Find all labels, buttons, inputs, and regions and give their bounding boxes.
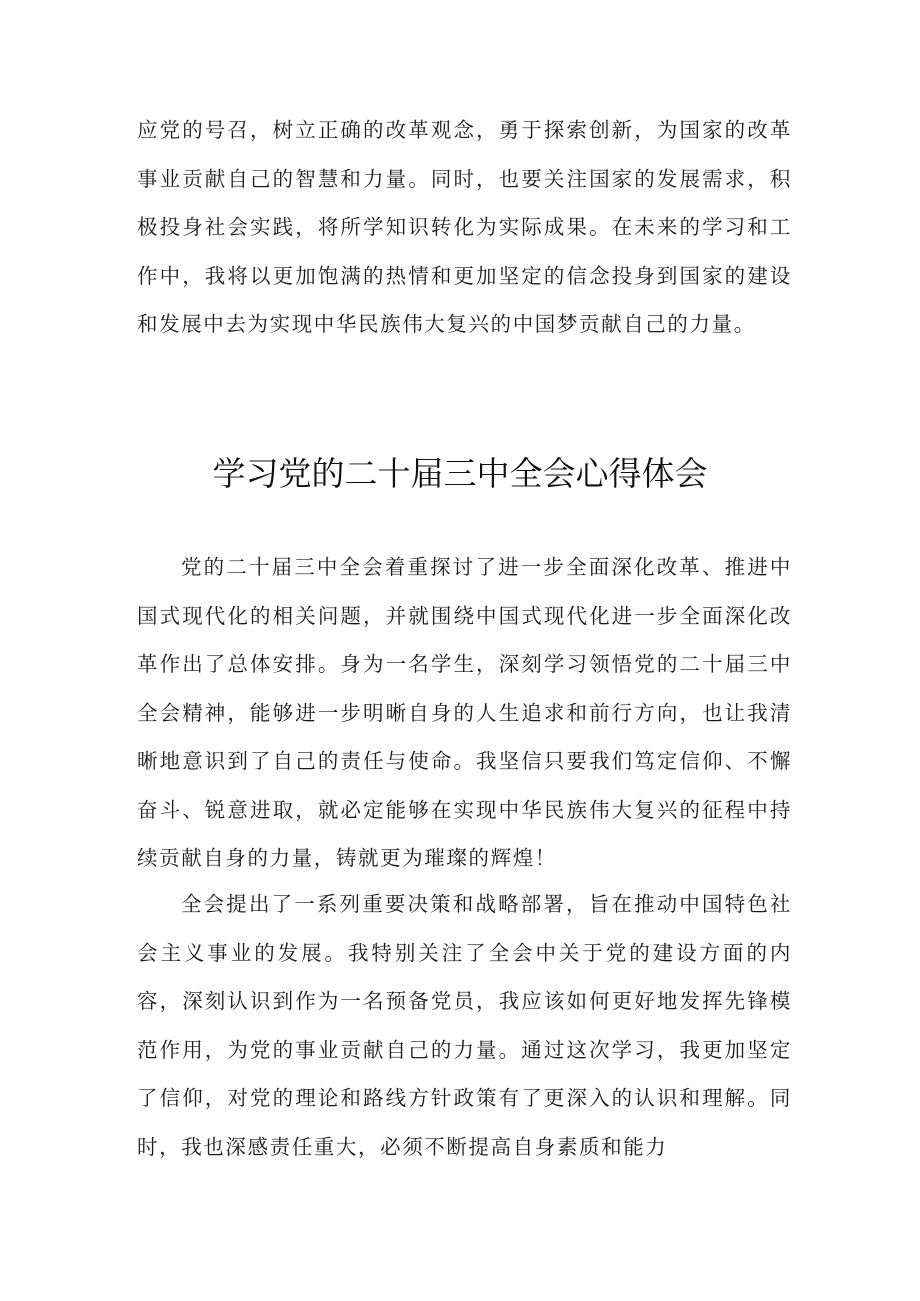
paragraph-1: 党的二十届三中全会着重探讨了进一步全面深化改革、推进中国式现代化的相关问题，并就围绕中国式现代化进一步全面深化改革作出了总体安排。身为一名学生，深刻学习领悟党的二十届三中全会精神，能够进一步明晰自身的人生追求和前行方向，也让我清晰地意识到了自己的责任与使命。我坚信只要我们笃定信仰、不懈奋斗、锐意进取，就必定能够在实现中华民族伟大复兴的征程中持续贡献自身的力量，铸就更为璀璨的辉煌！ (137, 555, 792, 870)
continued-paragraph: 应党的号召，树立正确的改革观念，勇于探索创新，为国家的改革事业贡献自己的智慧和力量。同时，也要关注国家的发展需求，积极投身社会实践，将所学知识转化为实际成果。在未来的学习和工作中，我将以更加饱满的热情和更加坚定的信念投身到国家的建设和发展中去为实现中华民族伟大复兴的中国梦贡献自己的力量。 (137, 118, 792, 336)
document-title: 学习党的二十届三中全会心得体会 (212, 454, 708, 493)
paragraph-2: 全会提出了一系列重要决策和战略部署，旨在推动中国特色社会主义事业的发展。我特别关注了全会中关于党的建设方面的内容，深刻认识到作为一名预备党员，我应该如何更好地发挥先锋模范作用，为党的事业贡献自己的力量。通过这次学习，我更加坚定了信仰，对党的理论和路线方针政策有了更深入的认识和理解。同时，我也深感责任重大，必须不断提高自身素质和能力 (137, 892, 792, 1159)
